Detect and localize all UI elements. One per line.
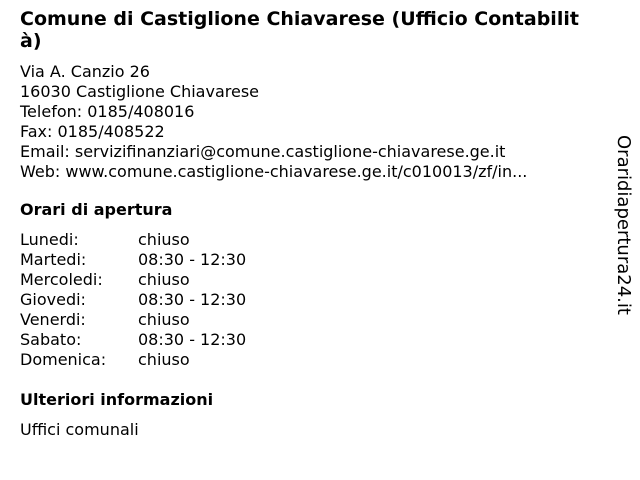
address-block <box>20 62 600 182</box>
page-title: Comune di Castiglione Chiavarese (Ufficio Contabilità) <box>20 8 579 52</box>
site-watermark: Oraridiapertura24.it <box>613 135 634 315</box>
day-hours: 08:30 - 12:30 <box>138 290 247 309</box>
day-label: Sabato: <box>20 330 82 349</box>
opening-hours-table <box>20 230 600 370</box>
day-hours: chiuso <box>138 270 190 289</box>
day-hours: chiuso <box>138 350 190 369</box>
hours-row-thursday <box>20 290 600 310</box>
day-hours: 08:30 - 12:30 <box>138 250 247 269</box>
extra-info-value: Uffici comunali <box>20 420 139 439</box>
hours-row-friday <box>20 310 600 330</box>
fax-number: Fax: 0185/408522 <box>20 122 165 141</box>
email-address: Email: servizifinanziari@comune.castiglione-chiavarese.ge.it <box>20 142 506 161</box>
opening-hours-heading: Orari di apertura <box>20 200 173 219</box>
day-label: Martedi: <box>20 250 87 269</box>
hours-row-monday <box>20 230 600 250</box>
phone-number: Telefon: 0185/408016 <box>20 102 195 121</box>
hours-row-wednesday <box>20 270 600 290</box>
day-label: Domenica: <box>20 350 107 369</box>
day-hours: chiuso <box>138 230 190 249</box>
hours-row-tuesday <box>20 250 600 270</box>
day-hours: 08:30 - 12:30 <box>138 330 247 349</box>
hours-row-sunday <box>20 350 600 370</box>
day-label: Venerdi: <box>20 310 86 329</box>
city-address: 16030 Castiglione Chiavarese <box>20 82 260 101</box>
hours-row-saturday <box>20 330 600 350</box>
extra-info-heading: Ulteriori informazioni <box>20 390 214 409</box>
day-label: Giovedi: <box>20 290 86 309</box>
website-link[interactable]: Web: www.comune.castiglione-chiavarese.ge.it/c010013/zf/in... <box>20 162 528 181</box>
day-hours: chiuso <box>138 310 190 329</box>
office-info <box>20 8 600 440</box>
day-label: Lunedi: <box>20 230 79 249</box>
day-label: Mercoledi: <box>20 270 103 289</box>
street-address: Via A. Canzio 26 <box>20 62 150 81</box>
